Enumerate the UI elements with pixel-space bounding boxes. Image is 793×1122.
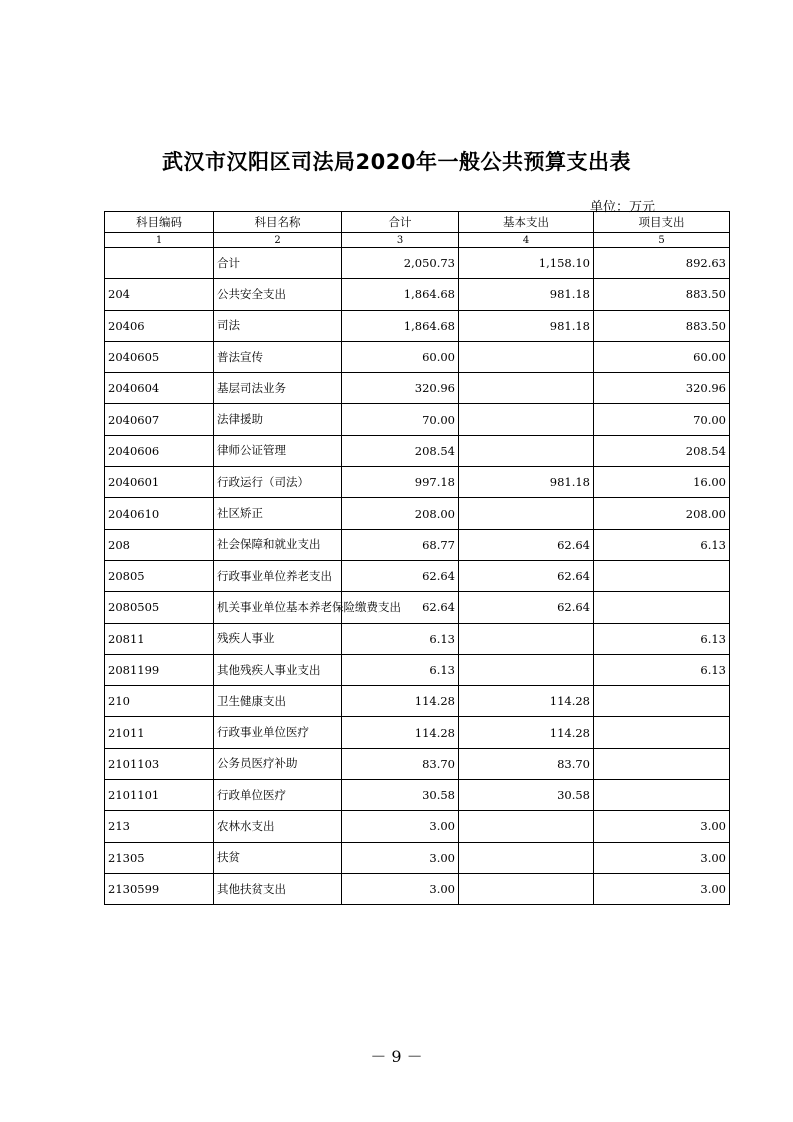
name-cell: 其他扶贫支出: [214, 873, 342, 904]
project-cell: 208.54: [594, 435, 730, 466]
code-cell: 2101101: [105, 780, 214, 811]
basic-cell: 114.28: [459, 686, 594, 717]
page-number: － 9 －: [370, 1047, 423, 1066]
table-row: [105, 310, 730, 341]
total-cell: 2,050.73: [342, 248, 459, 279]
budget-table: [104, 211, 730, 905]
table-row: [105, 748, 730, 779]
total-cell: 62.64: [342, 592, 459, 623]
table-row: [105, 811, 730, 842]
project-cell: 6.13: [594, 654, 730, 685]
project-cell: [594, 560, 730, 591]
total-cell: 1,864.68: [342, 279, 459, 310]
project-cell: [594, 717, 730, 748]
table-row: [105, 686, 730, 717]
table-row: [105, 248, 730, 279]
total-cell: 30.58: [342, 780, 459, 811]
table-header-row: [105, 212, 730, 233]
total-cell: 62.64: [342, 560, 459, 591]
basic-cell: [459, 435, 594, 466]
name-cell: 扶贫: [214, 842, 342, 873]
total-cell: 60.00: [342, 341, 459, 372]
basic-cell: [459, 341, 594, 372]
table-row: [105, 654, 730, 685]
basic-cell: 30.58: [459, 780, 594, 811]
code-cell: 21011: [105, 717, 214, 748]
table-row: [105, 341, 730, 372]
total-cell: 68.77: [342, 529, 459, 560]
total-cell: 3.00: [342, 873, 459, 904]
project-cell: [594, 592, 730, 623]
name-cell: 律师公证管理: [214, 435, 342, 466]
name-cell: 合计: [214, 248, 342, 279]
name-cell: 普法宣传: [214, 341, 342, 372]
code-cell: [105, 248, 214, 279]
code-cell: 2040601: [105, 467, 214, 498]
code-cell: 2040605: [105, 341, 214, 372]
basic-cell: [459, 654, 594, 685]
table-row: [105, 279, 730, 310]
basic-cell: 62.64: [459, 592, 594, 623]
table-row: [105, 435, 730, 466]
table-row: [105, 373, 730, 404]
name-cell: 机关事业单位基本养老保险缴费支出: [214, 592, 342, 623]
page-title: 武汉市汉阳区司法局2020年一般公共预算支出表: [162, 150, 631, 174]
basic-cell: 114.28: [459, 717, 594, 748]
code-cell: 2040604: [105, 373, 214, 404]
code-cell: 2040610: [105, 498, 214, 529]
name-cell: 社区矫正: [214, 498, 342, 529]
basic-cell: 62.64: [459, 560, 594, 591]
code-cell: 20811: [105, 623, 214, 654]
table-row: [105, 592, 730, 623]
project-cell: 320.96: [594, 373, 730, 404]
code-cell: 20805: [105, 560, 214, 591]
basic-cell: [459, 842, 594, 873]
total-cell: 3.00: [342, 842, 459, 873]
header-name: 科目名称: [214, 212, 342, 233]
name-cell: 行政运行（司法）: [214, 467, 342, 498]
code-cell: 21305: [105, 842, 214, 873]
code-cell: 2130599: [105, 873, 214, 904]
basic-cell: 62.64: [459, 529, 594, 560]
total-cell: 1,864.68: [342, 310, 459, 341]
project-cell: 6.13: [594, 623, 730, 654]
basic-cell: [459, 498, 594, 529]
code-cell: 2040607: [105, 404, 214, 435]
index-cell: 4: [459, 233, 594, 248]
project-cell: 3.00: [594, 811, 730, 842]
project-cell: 60.00: [594, 341, 730, 372]
name-cell: 残疾人事业: [214, 623, 342, 654]
table-row: [105, 560, 730, 591]
name-cell: 公共安全支出: [214, 279, 342, 310]
total-cell: 320.96: [342, 373, 459, 404]
project-cell: [594, 748, 730, 779]
code-cell: 208: [105, 529, 214, 560]
basic-cell: [459, 811, 594, 842]
basic-cell: [459, 404, 594, 435]
name-cell: 行政事业单位养老支出: [214, 560, 342, 591]
project-cell: [594, 780, 730, 811]
total-cell: 114.28: [342, 686, 459, 717]
project-cell: 883.50: [594, 279, 730, 310]
basic-cell: 981.18: [459, 279, 594, 310]
table-row: [105, 780, 730, 811]
basic-cell: 83.70: [459, 748, 594, 779]
table-row: [105, 717, 730, 748]
project-cell: 208.00: [594, 498, 730, 529]
basic-cell: 981.18: [459, 310, 594, 341]
table-row: [105, 529, 730, 560]
name-cell: 社会保障和就业支出: [214, 529, 342, 560]
table-index-row: [105, 233, 730, 248]
index-cell: 2: [214, 233, 342, 248]
total-cell: 6.13: [342, 623, 459, 654]
index-cell: 1: [105, 233, 214, 248]
code-cell: 2080505: [105, 592, 214, 623]
name-cell: 司法: [214, 310, 342, 341]
name-cell: 卫生健康支出: [214, 686, 342, 717]
name-cell: 行政单位医疗: [214, 780, 342, 811]
index-cell: 5: [594, 233, 730, 248]
header-code: 科目编码: [105, 212, 214, 233]
table-row: [105, 404, 730, 435]
name-cell: 基层司法业务: [214, 373, 342, 404]
total-cell: 83.70: [342, 748, 459, 779]
name-cell: 法律援助: [214, 404, 342, 435]
total-cell: 208.54: [342, 435, 459, 466]
project-cell: 70.00: [594, 404, 730, 435]
total-cell: 70.00: [342, 404, 459, 435]
header-project: 项目支出: [594, 212, 730, 233]
total-cell: 208.00: [342, 498, 459, 529]
project-cell: 6.13: [594, 529, 730, 560]
code-cell: 20406: [105, 310, 214, 341]
project-cell: 883.50: [594, 310, 730, 341]
header-basic: 基本支出: [459, 212, 594, 233]
unit-label: 单位：万元: [589, 200, 655, 215]
table-row: [105, 623, 730, 654]
table-row: [105, 842, 730, 873]
code-cell: 210: [105, 686, 214, 717]
code-cell: 204: [105, 279, 214, 310]
code-cell: 2081199: [105, 654, 214, 685]
total-cell: 3.00: [342, 811, 459, 842]
name-cell: 公务员医疗补助: [214, 748, 342, 779]
index-cell: 3: [342, 233, 459, 248]
basic-cell: 1,158.10: [459, 248, 594, 279]
basic-cell: 981.18: [459, 467, 594, 498]
total-cell: 6.13: [342, 654, 459, 685]
total-cell: 114.28: [342, 717, 459, 748]
code-cell: 213: [105, 811, 214, 842]
table-row: [105, 873, 730, 904]
table-row: [105, 498, 730, 529]
project-cell: 892.63: [594, 248, 730, 279]
code-cell: 2101103: [105, 748, 214, 779]
basic-cell: [459, 373, 594, 404]
header-total: 合计: [342, 212, 459, 233]
total-cell: 997.18: [342, 467, 459, 498]
project-cell: 3.00: [594, 842, 730, 873]
project-cell: 16.00: [594, 467, 730, 498]
name-cell: 农林水支出: [214, 811, 342, 842]
basic-cell: [459, 623, 594, 654]
name-cell: 行政事业单位医疗: [214, 717, 342, 748]
name-cell: 其他残疾人事业支出: [214, 654, 342, 685]
table-row: [105, 467, 730, 498]
code-cell: 2040606: [105, 435, 214, 466]
project-cell: [594, 686, 730, 717]
basic-cell: [459, 873, 594, 904]
project-cell: 3.00: [594, 873, 730, 904]
